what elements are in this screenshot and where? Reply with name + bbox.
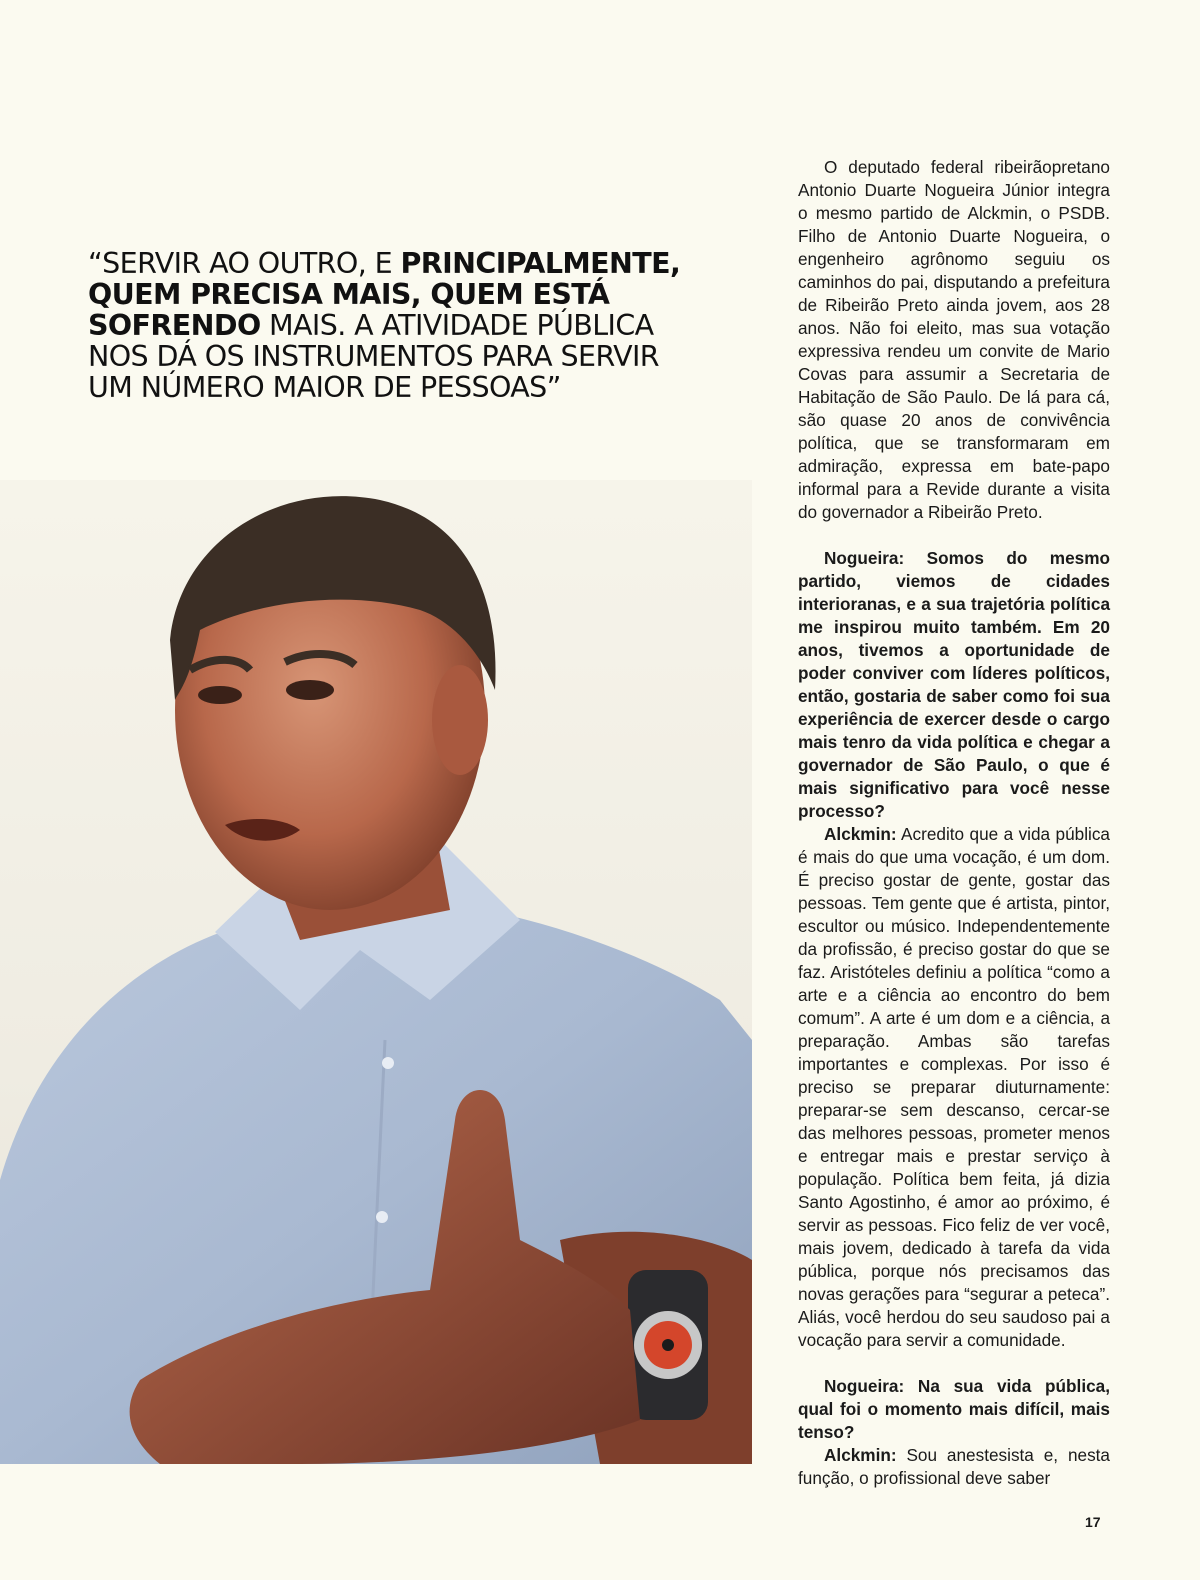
article-column (798, 156, 1110, 1490)
pull-quote-text-1: “SERVIR AO OUTRO, E (88, 247, 401, 280)
question-1: Nogueira: Somos do mesmo partido, viemos de cidades interioranas, e a sua trajetória política me inspirou muito também. Em 20 anos, tivemos a oportunidade de poder conviver com líderes políticos, então, gostaria de saber como foi sua experiência de exercer desde o cargo mais tenro da vida política e chegar a governador de São Paulo, o que é mais significativo para você nesse processo? (798, 548, 1110, 821)
question-2: Nogueira: Na sua vida pública, qual foi o momento mais difícil, mais tenso? (798, 1376, 1110, 1442)
article-intro: O deputado federal ribeirãopretano Antonio Duarte Nogueira Júnior integra o mesmo partido de Alckmin, o PSDB. Filho de Antonio Duarte Nogueira, o engenheiro agrônomo seguiu os caminhos do pai, disputando a prefeitura de Ribeirão Preto ainda jovem, aos 28 anos. Não foi eleito, mas sua votação expressiva rendeu um convite de Mario Covas para assumir a Secretaria de Habitação de São Paulo. De lá para cá, são quase 20 anos de convivência política, que se transformaram em admiração, expressa em bate-papo informal para a Revide durante a visita do governador a Ribeirão Preto. (798, 157, 1110, 522)
pull-quote-bold: PRINCIPALMENTE, QUEM PRECISA MAIS, QUEM ESTÁ SOFRENDO (88, 247, 681, 342)
pull-quote-text-2: MAIS. A ATIVIDADE PÚBLICA NOS DÁ OS INSTRUMENTOS PARA SERVIR UM NÚMERO MAIOR DE PESSOAS” (88, 309, 659, 404)
answer-2-text: Sou anestesista e, nesta função, o profissional deve saber (798, 1445, 1110, 1488)
answer-1-text: Acredito que a vida pública é mais do que uma vocação, é um dom. É preciso gostar de gente, gostar das pessoas. Tem gente que é artista, pintor, escultor ou músico. Independentemente da profissão, é preciso gostar do que se faz. Aristóteles definiu a política “como a arte e a ciência ao encontro do bem comum”. A arte é um dom e a ciência, a preparação. Ambas são tarefas importantes e complexas. Por isso é preciso se preparar diuturnamente: preparar-se sem descanso, cercar-se das melhores pessoas, prometer menos e entregar mais e prestar serviço à população. Política bem feita, já dizia Santo Agostinho, é amor ao próximo, é servir as pessoas. Fico feliz de ver você, mais jovem, dedicado à tarefa da vida pública, porque nós precisamos das novas gerações para “segurar a peteca”. Aliás, você herdou do seu saudoso pai a vocação para servir a comunidade. (798, 824, 1110, 1350)
answer-2-speaker: Alckmin: (824, 1445, 897, 1465)
page-number: 17 (1085, 1514, 1101, 1530)
answer-1-speaker: Alckmin: (824, 824, 897, 844)
answer-1 (798, 823, 1110, 1352)
portrait-photo (0, 480, 752, 1464)
answer-2 (798, 1444, 1110, 1490)
pull-quote (88, 248, 708, 403)
